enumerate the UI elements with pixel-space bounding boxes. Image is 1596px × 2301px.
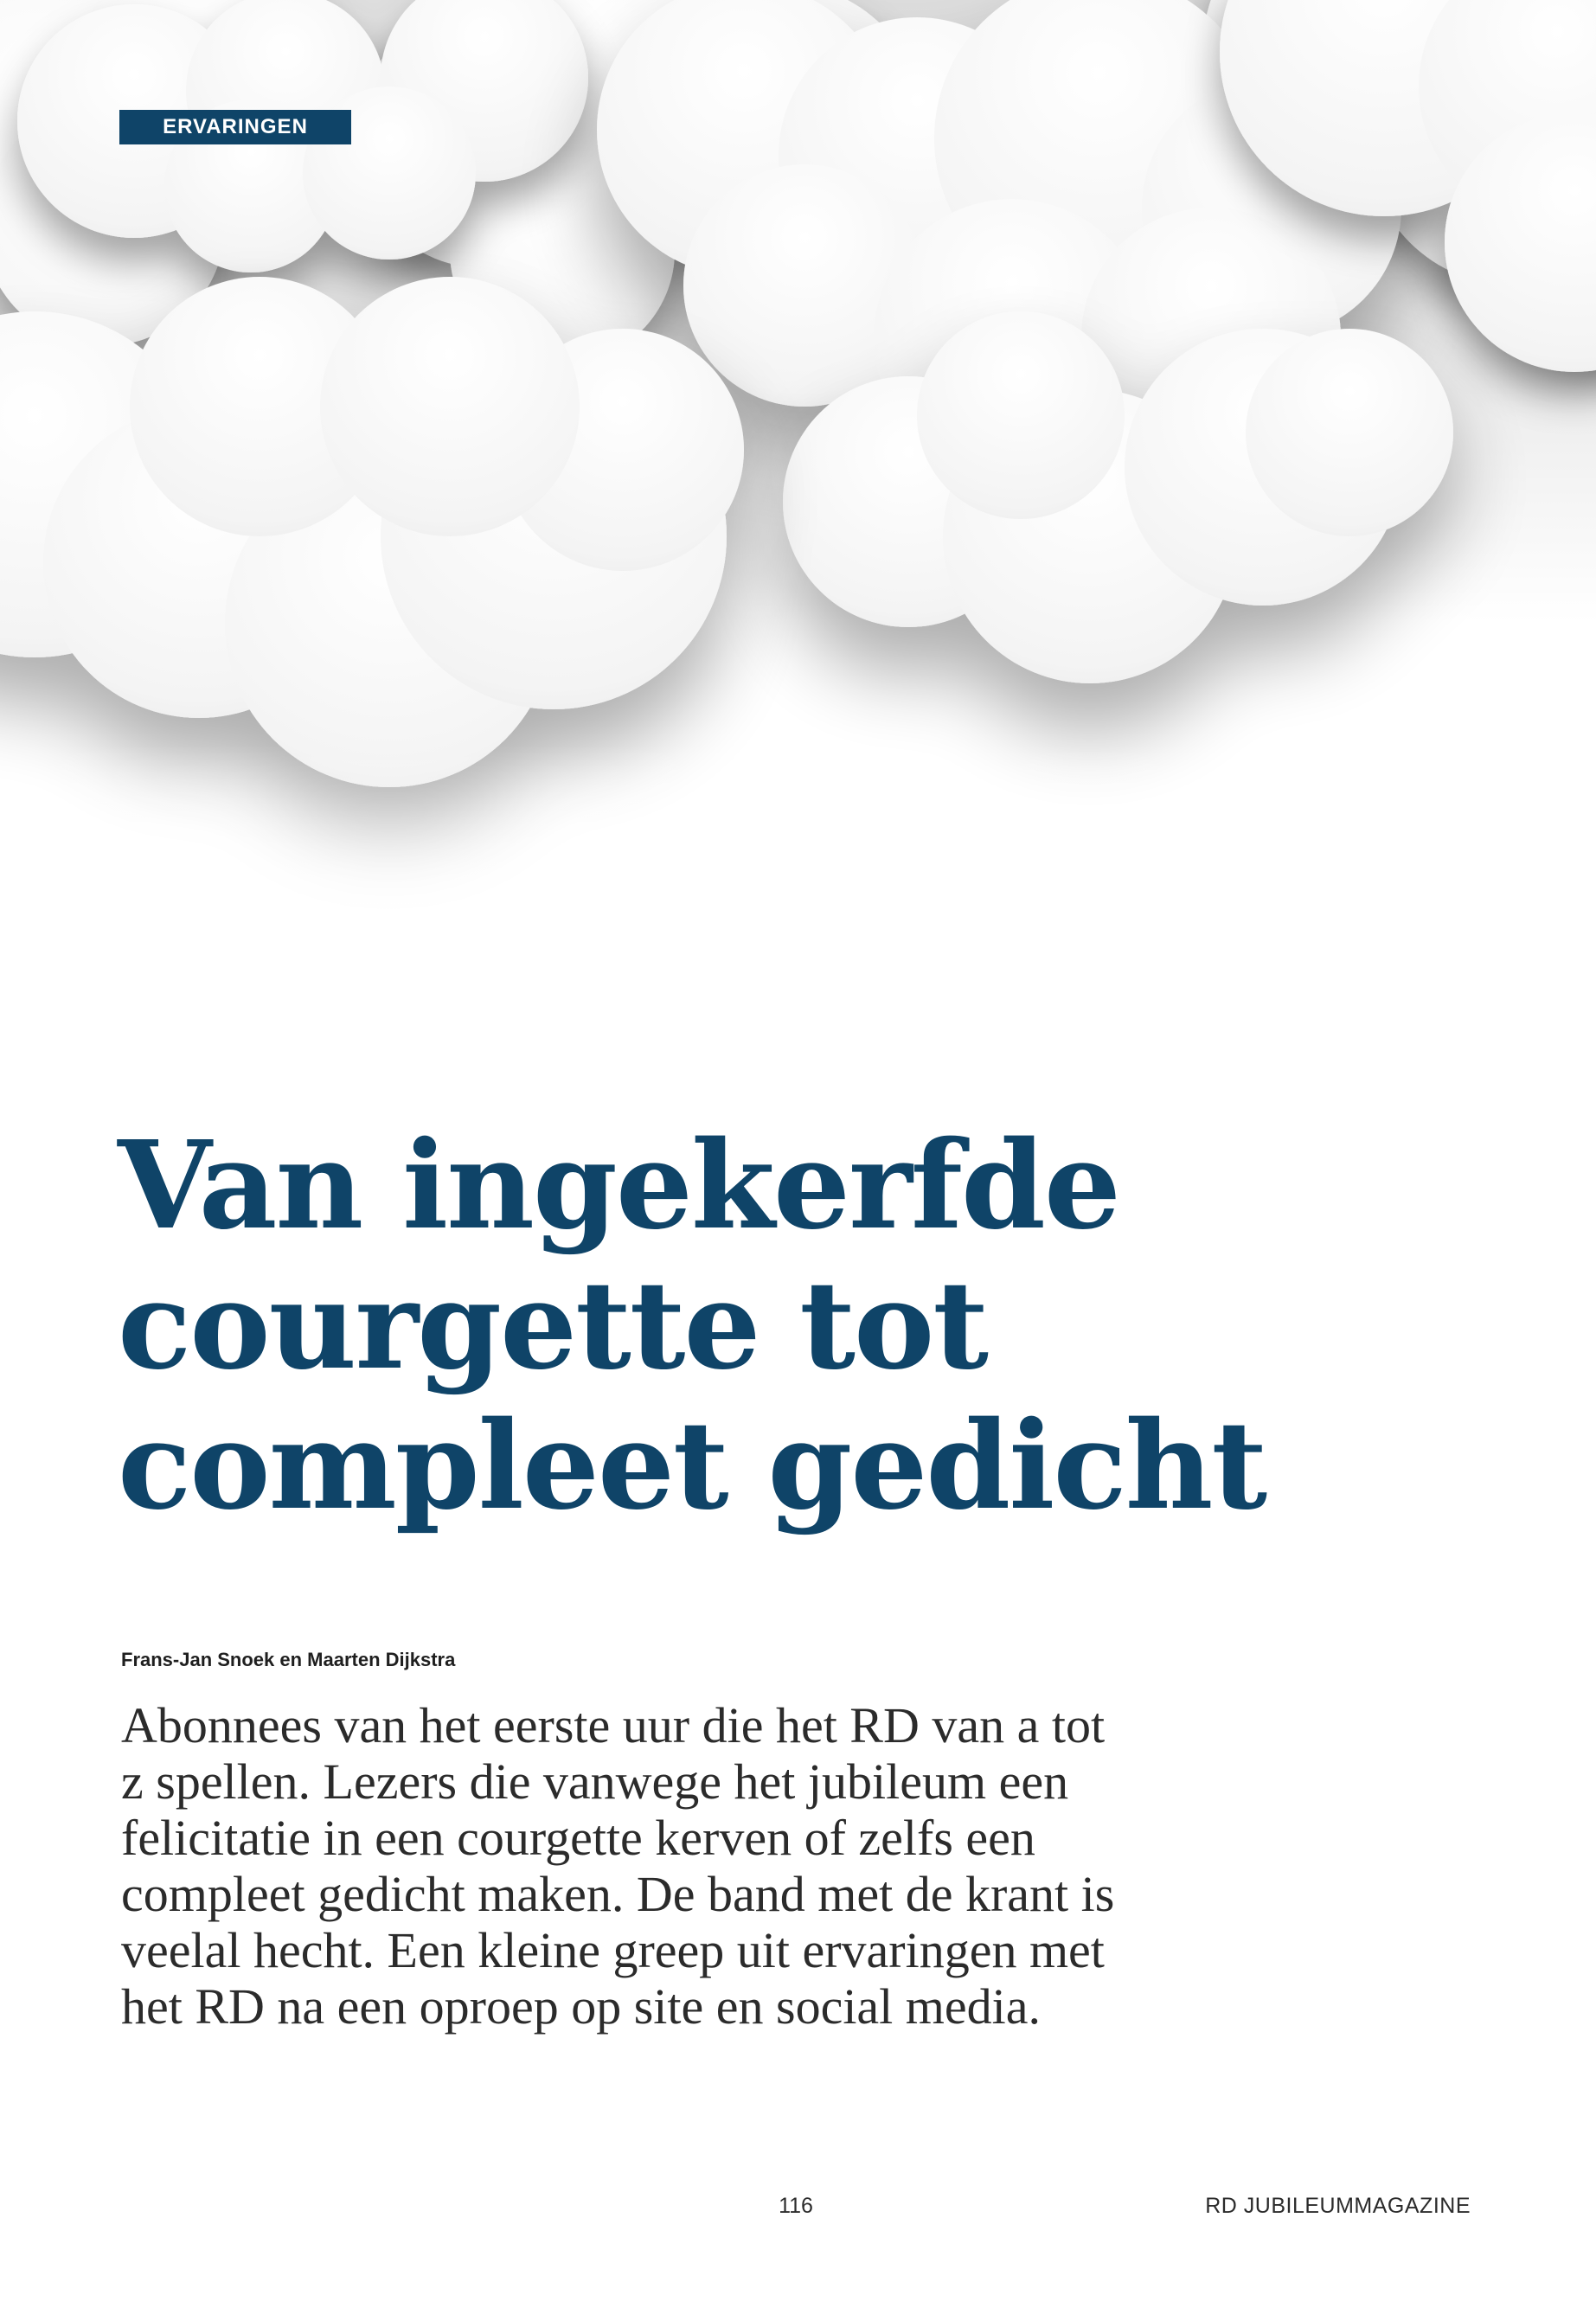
article-headline [118, 1116, 1329, 1536]
intro-line: het RD na een oproep op site en social media. [121, 1978, 1042, 2035]
cloud-bottom-left [0, 277, 744, 787]
intro-line: compleet gedicht maken. De band met de krant is [121, 1866, 1115, 1922]
headline-line: Van ingekerfde [118, 1115, 1119, 1257]
intro-line: veelal hecht. Een kleine greep uit ervaringen met [121, 1922, 1105, 1978]
intro-line: z spellen. Lezers die vanwege het jubileum een [121, 1753, 1069, 1810]
headline-line: compleet gedicht [118, 1395, 1266, 1537]
section-label: ERVARINGEN [119, 110, 351, 144]
article-intro [121, 1697, 1315, 2035]
page-number: 116 [779, 2194, 813, 2218]
headline-line: courgette tot [118, 1255, 987, 1397]
author-byline: Frans-Jan Snoek en Maarten Dijkstra [121, 1649, 456, 1670]
paper-clouds-illustration [0, 0, 1596, 1055]
intro-line: felicitatie in een courgette kerven of zelfs een [121, 1810, 1035, 1866]
magazine-name: RD JUBILEUMMAGAZINE [1205, 2194, 1471, 2218]
intro-line: Abonnees van het eerste uur die het RD van a tot [121, 1697, 1106, 1753]
